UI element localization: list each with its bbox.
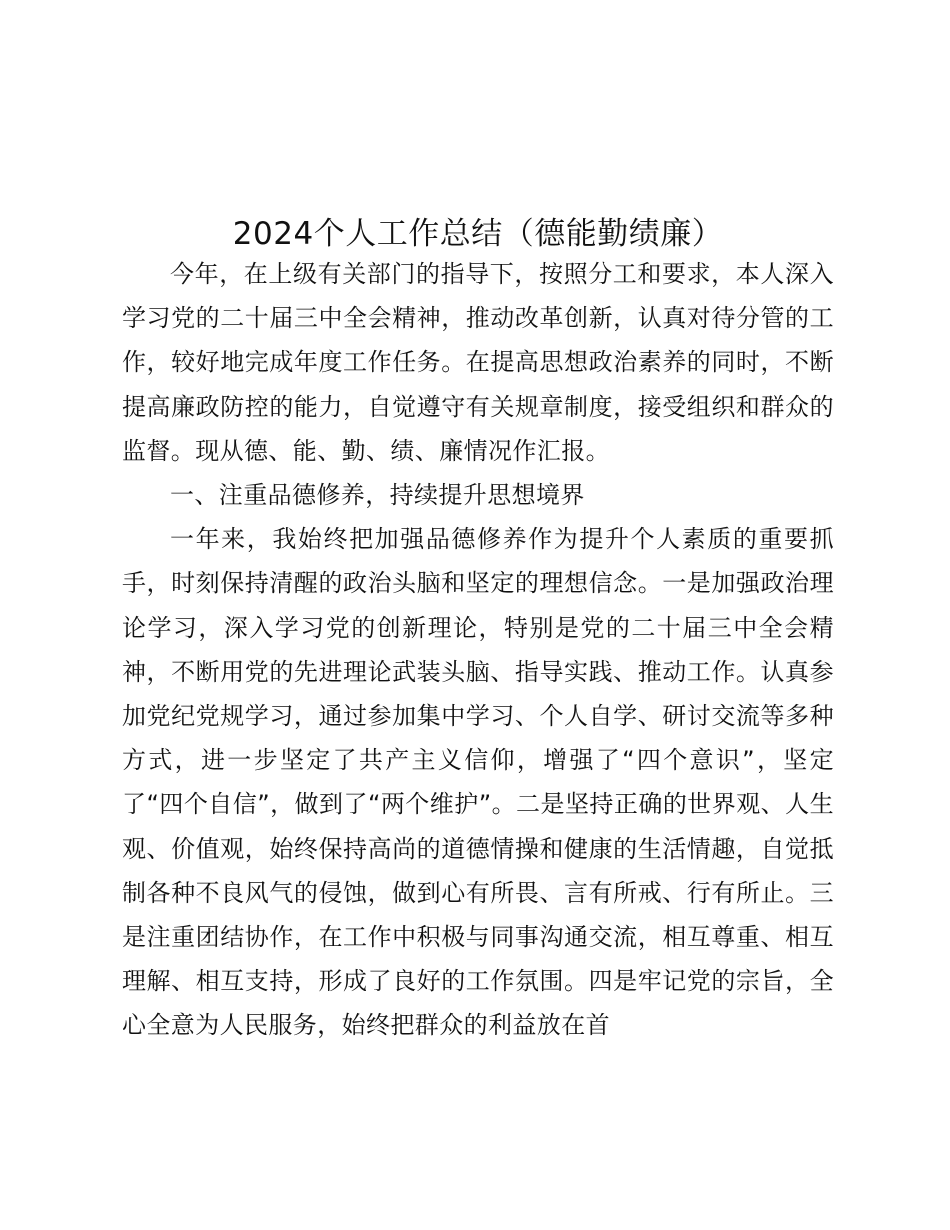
document-title: 2024个人工作总结（德能勤绩廉）: [232, 216, 724, 252]
paragraph-section-1: 一年来，我始终把加强品德修养作为提升个人素质的重要抓手，时刻保持清醒的政治头脑和坚定的理想信念。一是加强政治理论学习，深入学习党的创新理论，特别是党的二十届三中全会精神，不断用党的先进理论武装头脑、指导实践、推动工作。认真参加党纪党规学习，通过参加集中学习、个人自学、研讨交流等多种方式，进一步坚定了共产主义信仰，增强了“四个意识”，坚定了“四个自信”，做到了“两个维护”。二是坚持正确的世界观、人生观、价值观，始终保持高尚的道德情操和健康的生活情趣，自觉抵制各种不良风气的侵蚀，做到心有所畏、言有所戒、行有所止。三是注重团结协作，在工作中积极与同事沟通交流，相互尊重、相互理解、相互支持，形成了良好的工作氛围。四是牢记党的宗旨，全心全意为人民服务，始终把群众的利益放在首: [122, 525, 834, 1040]
document-body: [122, 252, 834, 1048]
section-heading-1: 一、注重品德修养，持续提升思想境界: [170, 481, 585, 510]
paragraph-intro: 今年，在上级有关部门的指导下，按照分工和要求，本人深入学习党的二十届三中全会精神，推动改革创新，认真对待分管的工作，较好地完成年度工作任务。在提高思想政治素养的同时，不断提高廉政防控的能力，自觉遵守有关规章制度，接受组织和群众的监督。现从德、能、勤、绩、廉情况作汇报。: [122, 260, 834, 465]
